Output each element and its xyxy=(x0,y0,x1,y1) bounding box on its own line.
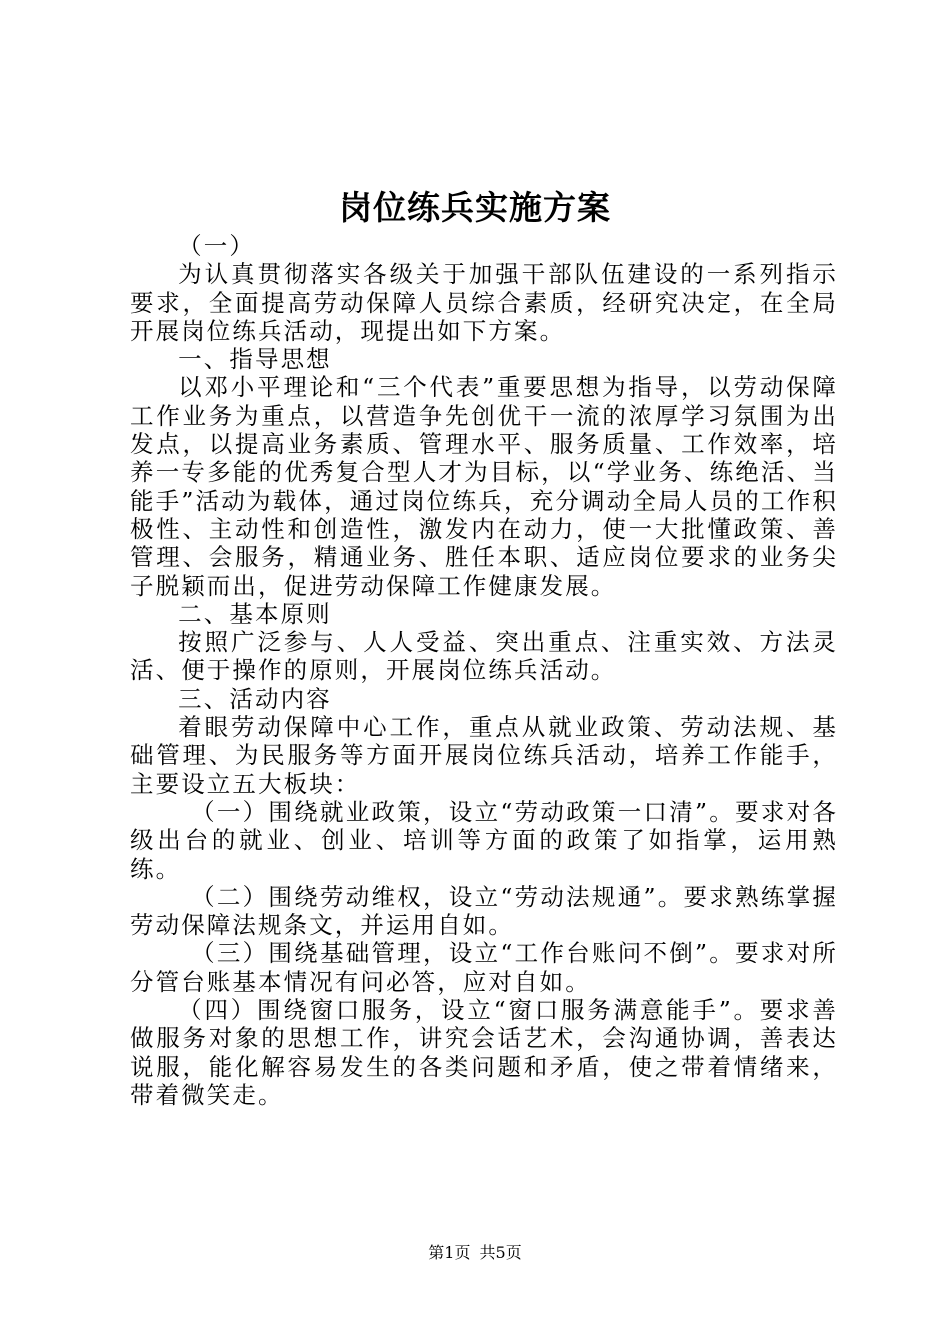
heading-activity-content: 三、活动内容 xyxy=(178,684,332,713)
paragraph-item-3: （三）围绕基础管理，设立“工作台账问不倒”。要求对所分管台账基本情况有问必答，应对自如。 xyxy=(130,939,838,996)
paragraph-intro: 为认真贯彻落实各级关于加强干部队伍建设的一系列指示要求，全面提高劳动保障人员综合素质，经研究决定，在全局开展岗位练兵活动，现提出如下方案。 xyxy=(130,260,838,345)
paragraph-item-2: （二）围绕劳动维权，设立“劳动法规通”。要求熟练掌握劳动保障法规条文，并运用自如。 xyxy=(130,882,838,940)
page-total: 共5页 xyxy=(479,1243,522,1262)
document-title: 岗位练兵实施方案 xyxy=(339,188,611,227)
heading-guiding-ideology: 一、指导思想 xyxy=(178,345,332,374)
paragraph-activity-content: 着眼劳动保障中心工作，重点从就业政策、劳动法规、基础管理、为民服务等方面开展岗位练兵活动，培养工作能手，主要设立五大板块： xyxy=(130,713,838,798)
document-body xyxy=(130,232,838,1109)
paragraph-section-marker: （一） xyxy=(178,232,255,260)
page-footer xyxy=(0,1242,950,1264)
paragraph-item-4: （四）围绕窗口服务，设立“窗口服务满意能手”。要求善做服务对象的思想工作，讲究会话艺术，会沟通协调，善表达说服，能化解容易发生的各类问题和矛盾，使之带着情绪来，带着微笑走。 xyxy=(130,996,838,1109)
paragraph-guiding-ideology: 以邓小平理论和“三个代表”重要思想为指导，以劳动保障工作业务为重点，以营造争先创优干一流的浓厚学习氛围为出发点，以提高业务素质、管理水平、服务质量、工作效率，培养一专多能的优秀复合型人才为目标，以“学业务、练绝活、当能手”活动为载体，通过岗位练兵，充分调动全局人员的工作积极性、主动性和创造性，激发内在动力，使一大批懂政策、善管理、会服务，精通业务、胜任本职、适应岗位要求的业务尖子脱颖而出，促进劳动保障工作健康发展。 xyxy=(130,373,838,600)
page-number: 第1页 xyxy=(428,1243,471,1262)
heading-basic-principles: 二、基本原则 xyxy=(178,599,332,628)
paragraph-item-1: （一）围绕就业政策，设立“劳动政策一口清”。要求对各级出台的就业、创业、培训等方面的政策了如指掌，运用熟练。 xyxy=(130,797,838,883)
paragraph-basic-principles: 按照广泛参与、人人受益、突出重点、注重实效、方法灵活、便于操作的原则，开展岗位练兵活动。 xyxy=(130,628,838,685)
